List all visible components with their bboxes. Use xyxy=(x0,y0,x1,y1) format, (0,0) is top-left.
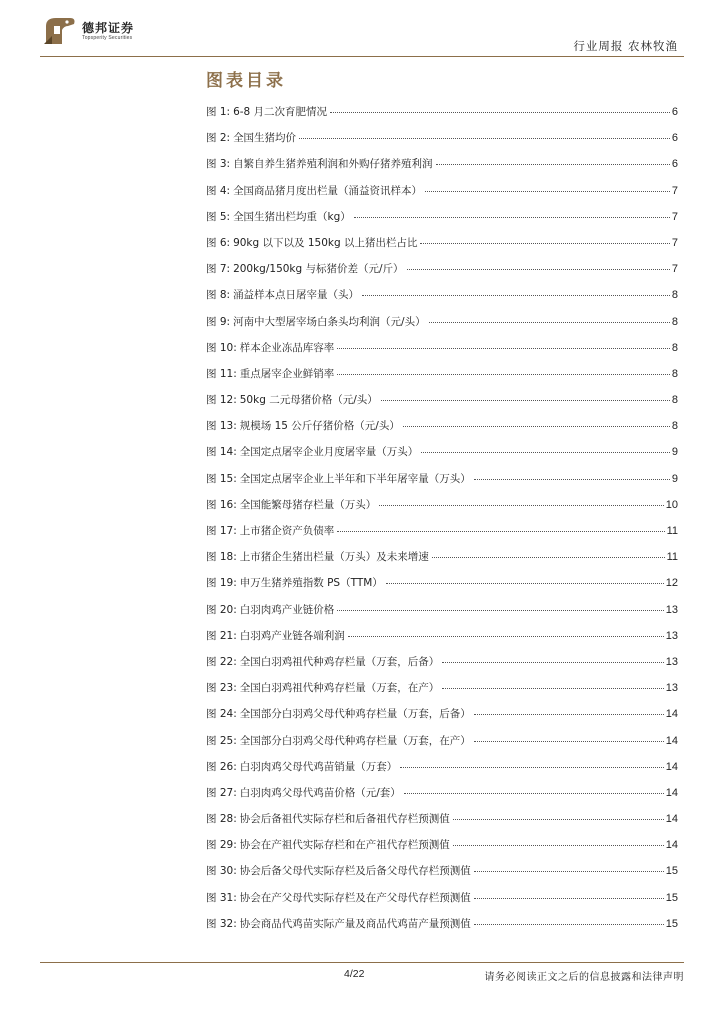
toc-entry-page: 9 xyxy=(671,446,678,459)
toc-entry[interactable] xyxy=(206,340,678,366)
report-type: 行业周报 农林牧渔 xyxy=(573,39,678,53)
toc-dot-leader xyxy=(362,295,670,296)
toc-entry-title: 90kg 以下以及 150kg 以上猪出栏占比 xyxy=(233,236,418,249)
toc-dot-leader xyxy=(299,138,670,139)
toc-dot-leader xyxy=(330,112,670,113)
toc-entry-title: 申万生猪养殖指数 PS（TTM） xyxy=(239,577,383,590)
toc-entry-page: 8 xyxy=(671,420,678,433)
brand-name xyxy=(82,21,134,42)
toc-entry-label: 图 10: xyxy=(206,341,237,354)
toc-entry-title: 河南中大型屠宰场白条头均利润（元/头） xyxy=(233,315,426,328)
toc-dot-leader xyxy=(404,793,664,794)
toc-entry-page: 7 xyxy=(671,263,678,276)
toc-entry-label: 图 21: xyxy=(206,629,237,642)
toc-entry-title: 全国生猪出栏均重（kg） xyxy=(233,210,351,223)
toc-dot-leader xyxy=(474,741,664,742)
toc-dot-leader xyxy=(420,243,669,244)
toc-entry-page: 12 xyxy=(665,577,678,590)
toc-entry-page: 14 xyxy=(665,708,678,721)
brand-name-en: Topsperity Securities xyxy=(82,34,133,41)
toc-dot-leader xyxy=(474,871,664,872)
toc-entry-page: 14 xyxy=(665,839,678,852)
toc-dot-leader xyxy=(337,348,670,349)
toc-entry-page: 6 xyxy=(671,158,678,171)
toc-entry-title: 白羽肉鸡父母代鸡苗销量（万套） xyxy=(239,760,398,773)
toc-dot-leader xyxy=(429,322,670,323)
toc-entry-page: 15 xyxy=(665,865,678,878)
toc-entry[interactable] xyxy=(206,497,678,523)
toc-entry-label: 图 26: xyxy=(206,760,237,773)
toc-dot-leader xyxy=(442,662,664,663)
toc-entry[interactable] xyxy=(206,209,678,235)
toc-entry-title: 50kg 二元母猪价格（元/头） xyxy=(239,394,378,407)
toc-entry-title: 全国商品猪月度出栏量（涌益资讯样本） xyxy=(233,184,423,197)
toc-dot-leader xyxy=(425,191,670,192)
toc-dot-leader xyxy=(379,505,664,506)
toc-dot-leader xyxy=(337,610,664,611)
toc-entry-page: 11 xyxy=(666,525,678,537)
toc-entry-page: 13 xyxy=(665,603,678,616)
toc-dot-leader xyxy=(474,479,670,480)
toc-dot-leader xyxy=(354,217,670,218)
toc-entry-label: 图 5: xyxy=(206,210,231,223)
page-header xyxy=(0,0,724,62)
toc-entry-title: 协会商品代鸡苗实际产量及商品代鸡苗产量预测值 xyxy=(239,917,471,930)
toc-entry-label: 图 28: xyxy=(206,813,237,826)
toc-entry-label: 图 27: xyxy=(206,786,237,799)
toc-entry[interactable] xyxy=(206,104,678,130)
toc-entry-label: 图 20: xyxy=(206,603,237,616)
toc-entry-title: 自繁自养生猪养殖利润和外购仔猪养殖利润 xyxy=(233,158,433,171)
toc-entry-page: 8 xyxy=(671,315,678,328)
toc-entry-label: 图 4: xyxy=(206,184,231,197)
toc-entry-page: 11 xyxy=(666,551,678,564)
toc-entry[interactable] xyxy=(206,392,678,418)
toc-entry-label: 图 12: xyxy=(206,394,237,407)
toc-entry-label: 图 18: xyxy=(206,551,237,564)
toc-entry-title: 全国白羽鸡祖代种鸡存栏量（万套，后备） xyxy=(239,655,440,668)
toc-entry-page: 13 xyxy=(665,655,678,668)
toc-entry-label: 图 1: xyxy=(206,106,231,118)
brand-logo-icon xyxy=(40,14,78,48)
toc-entry[interactable] xyxy=(206,418,678,444)
page-number: 4/22 xyxy=(344,968,365,980)
toc-entry-label: 图 15: xyxy=(206,472,237,485)
toc-dot-leader xyxy=(337,531,664,532)
toc-dot-leader xyxy=(407,269,670,270)
toc-dot-leader xyxy=(453,819,664,820)
figure-table-of-contents xyxy=(206,104,678,942)
toc-dot-leader xyxy=(337,374,670,375)
toc-entry-page: 7 xyxy=(671,210,678,223)
toc-entry[interactable] xyxy=(206,156,678,182)
toc-entry-page: 8 xyxy=(671,394,678,407)
brand-logo xyxy=(40,14,134,48)
toc-entry-page: 14 xyxy=(665,786,678,799)
toc-entry[interactable] xyxy=(206,287,678,313)
page-title: 图表目录 xyxy=(206,71,286,91)
toc-entry[interactable] xyxy=(206,654,678,680)
toc-entry-page: 9 xyxy=(671,472,678,485)
toc-entry-label: 图 16: xyxy=(206,498,237,511)
toc-entry[interactable] xyxy=(206,706,678,732)
toc-entry-label: 图 29: xyxy=(206,839,237,852)
toc-entry-page: 15 xyxy=(665,917,678,930)
toc-entry-title: 上市猪企生猪出栏量（万头）及未来增速 xyxy=(239,551,429,564)
toc-entry-title: 协会在产父母代实际存栏及在产父母代存栏预测值 xyxy=(239,891,471,904)
toc-entry[interactable] xyxy=(206,549,678,575)
toc-entry-page: 7 xyxy=(671,236,678,249)
toc-dot-leader xyxy=(474,924,664,925)
toc-entry[interactable] xyxy=(206,314,678,340)
toc-entry-label: 图 19: xyxy=(206,577,237,590)
toc-entry-label: 图 9: xyxy=(206,315,231,328)
toc-entry[interactable] xyxy=(206,235,678,261)
toc-dot-leader xyxy=(474,898,664,899)
header-divider xyxy=(40,56,684,57)
toc-entry-page: 6 xyxy=(671,132,678,145)
brand-name-cn: 德邦证券 xyxy=(82,20,135,35)
toc-entry-page: 6 xyxy=(671,106,678,118)
toc-entry[interactable] xyxy=(206,863,678,889)
toc-entry-title: 协会后备祖代实际存栏和后备祖代存栏预测值 xyxy=(239,813,450,826)
toc-entry-page: 8 xyxy=(671,367,678,380)
toc-entry[interactable] xyxy=(206,916,678,942)
toc-entry-label: 图 17: xyxy=(206,525,237,537)
toc-entry-title: 协会后备父母代实际存栏及后备父母代存栏预测值 xyxy=(239,865,471,878)
toc-dot-leader xyxy=(421,452,670,453)
toc-dot-leader xyxy=(348,636,664,637)
toc-entry-title: 全国定点屠宰企业月度屠宰量（万头） xyxy=(239,446,419,459)
toc-entry[interactable] xyxy=(206,785,678,811)
toc-entry-label: 图 13: xyxy=(206,420,237,433)
toc-entry[interactable] xyxy=(206,575,678,601)
toc-entry-page: 14 xyxy=(665,813,678,826)
toc-dot-leader xyxy=(436,164,670,165)
toc-entry-title: 规模场 15 公斤仔猪价格（元/头） xyxy=(239,420,400,433)
toc-entry[interactable] xyxy=(206,130,678,156)
footer-divider xyxy=(40,962,684,963)
toc-entry-title: 全国部分白羽鸡父母代种鸡存栏量（万套，在产） xyxy=(239,734,471,747)
toc-entry-label: 图 14: xyxy=(206,446,237,459)
toc-entry-title: 6-8 月二次育肥情况 xyxy=(233,106,328,118)
toc-entry-page: 13 xyxy=(665,629,678,642)
toc-entry-label: 图 22: xyxy=(206,655,237,668)
toc-dot-leader xyxy=(403,426,670,427)
toc-entry-title: 全国生猪均价 xyxy=(233,132,297,145)
toc-entry-label: 图 25: xyxy=(206,734,237,747)
toc-entry[interactable] xyxy=(206,837,678,863)
toc-entry-page: 8 xyxy=(671,341,678,354)
toc-entry[interactable] xyxy=(206,183,678,209)
toc-entry-title: 200kg/150kg 与标猪价差（元/斤） xyxy=(233,263,404,276)
toc-entry[interactable] xyxy=(206,759,678,785)
toc-entry-label: 图 24: xyxy=(206,708,237,721)
toc-entry[interactable] xyxy=(206,366,678,392)
toc-entry-title: 全国能繁母猪存栏量（万头） xyxy=(239,498,377,511)
toc-entry-title: 全国白羽鸡祖代种鸡存栏量（万套，在产） xyxy=(239,682,440,695)
toc-entry[interactable] xyxy=(206,523,678,549)
toc-entry[interactable] xyxy=(206,733,678,759)
toc-entry-label: 图 32: xyxy=(206,917,237,930)
toc-entry-title: 白羽肉鸡产业链价格 xyxy=(239,603,335,616)
toc-entry-page: 14 xyxy=(665,734,678,747)
toc-entry[interactable] xyxy=(206,602,678,628)
toc-entry-page: 13 xyxy=(665,682,678,695)
toc-entry-label: 图 8: xyxy=(206,289,231,302)
toc-entry-title: 上市猪企资产负债率 xyxy=(239,525,335,537)
toc-dot-leader xyxy=(442,688,664,689)
toc-entry-title: 协会在产祖代实际存栏和在产祖代存栏预测值 xyxy=(239,839,450,852)
toc-entry-label: 图 3: xyxy=(206,158,231,171)
toc-entry-page: 15 xyxy=(665,891,678,904)
toc-entry[interactable] xyxy=(206,471,678,497)
toc-entry-label: 图 11: xyxy=(206,367,237,380)
toc-entry-title: 样本企业冻品库容率 xyxy=(239,341,335,354)
toc-dot-leader xyxy=(400,767,664,768)
toc-dot-leader xyxy=(386,583,664,584)
toc-entry[interactable] xyxy=(206,680,678,706)
toc-entry-title: 重点屠宰企业鲜销率 xyxy=(239,367,335,380)
toc-entry-label: 图 6: xyxy=(206,236,231,249)
toc-entry-page: 14 xyxy=(665,760,678,773)
toc-entry-page: 8 xyxy=(671,289,678,302)
toc-entry[interactable] xyxy=(206,261,678,287)
toc-entry-label: 图 31: xyxy=(206,891,237,904)
toc-entry-page: 10 xyxy=(665,498,678,511)
toc-dot-leader xyxy=(381,400,670,401)
legal-disclaimer: 请务必阅读正文之后的信息披露和法律声明 xyxy=(484,972,684,983)
toc-entry-title: 全国定点屠宰企业上半年和下半年屠宰量（万头） xyxy=(239,472,471,485)
toc-entry-page: 7 xyxy=(671,184,678,197)
toc-entry-label: 图 2: xyxy=(206,132,231,145)
toc-entry[interactable] xyxy=(206,890,678,916)
toc-dot-leader xyxy=(453,845,664,846)
toc-entry[interactable] xyxy=(206,811,678,837)
toc-entry[interactable] xyxy=(206,628,678,654)
toc-entry-label: 图 23: xyxy=(206,682,237,695)
toc-dot-leader xyxy=(474,714,664,715)
toc-entry-title: 涌益样本点日屠宰量（头） xyxy=(233,289,360,302)
toc-entry-label: 图 7: xyxy=(206,263,231,276)
toc-entry-title: 白羽鸡产业链各端利润 xyxy=(239,629,345,642)
toc-dot-leader xyxy=(432,557,665,558)
toc-entry-label: 图 30: xyxy=(206,865,237,878)
toc-entry-title: 白羽肉鸡父母代鸡苗价格（元/套） xyxy=(239,786,401,799)
toc-entry-title: 全国部分白羽鸡父母代种鸡存栏量（万套，后备） xyxy=(239,708,471,721)
toc-entry[interactable] xyxy=(206,444,678,470)
